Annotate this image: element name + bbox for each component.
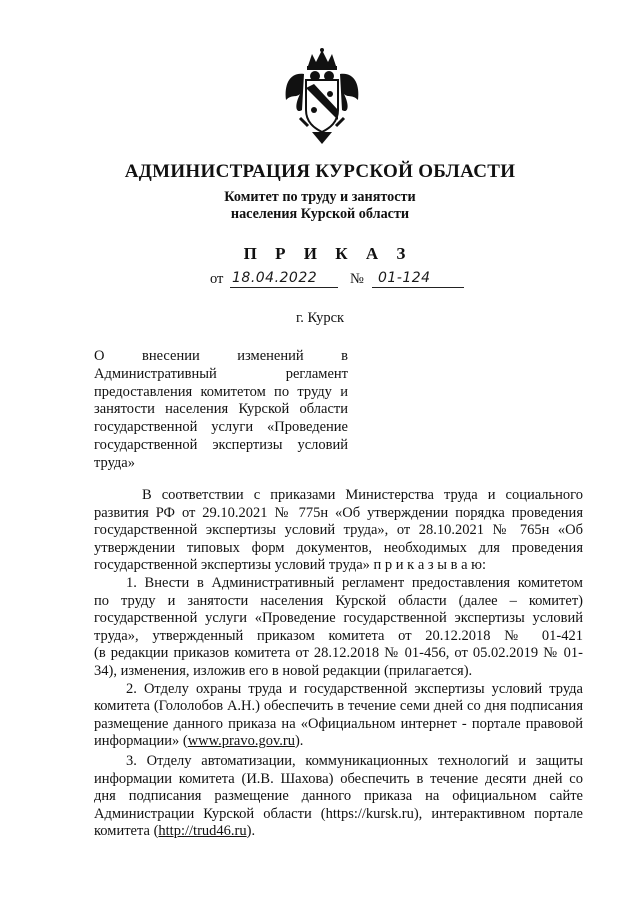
subject-line: О внесении изменений в (94, 348, 348, 364)
body-text: ). (246, 823, 256, 840)
body-line (94, 557, 583, 575)
subject-line: труда» (94, 454, 135, 471)
body-line: (в редакции приказов комитета от 28.12.2018 № 01-456, от 05.02.2019 № 01- (94, 645, 583, 662)
body-text: информации» ( (94, 733, 188, 750)
committee-name-line2: населения Курской области (230, 206, 410, 222)
date-number-line (210, 268, 470, 292)
number-handwritten: 01-124 (378, 270, 431, 286)
subject-line: Административный регламент (94, 365, 348, 382)
body-line: размещение данного приказа на «Официальном интернет - портале правовой (94, 715, 583, 732)
order-subject (94, 348, 348, 473)
body-line: информации комитета (И.В. Шахова) обеспечить в течение десяти дней со (94, 770, 583, 787)
body-line (94, 733, 583, 751)
body-line: 1. Внести в Административный регламент предоставления комитетом (126, 574, 583, 591)
body-line: Администрации Курской области (https://kursk.ru), интерактивном портале (94, 805, 583, 822)
order-body (94, 487, 583, 841)
coat-of-arms-emblem (282, 48, 362, 146)
subject-line: занятости населения Курской области (94, 401, 348, 418)
pravo-link[interactable]: www.pravo.gov.ru (187, 733, 295, 750)
date-handwritten: 18.04.2022 (232, 270, 318, 286)
body-line: государственной услуги «Проведение государственной экспертизы условий (94, 610, 583, 627)
body-text: ). (294, 733, 304, 750)
committee-name-line1: Комитет по труду и занятости (224, 189, 416, 205)
body-line: 34), изменения, изложив его в новой редакции (прилагается). (94, 662, 473, 679)
body-line (94, 823, 583, 841)
organization-title: АДМИНИСТРАЦИЯ КУРСКОЙ ОБЛАСТИ (124, 161, 516, 182)
body-line: государственной экспертизы условий труда», от 28.10.2021 № 765н «Об (94, 522, 583, 539)
document-type-heading: П Р И К А З (243, 244, 413, 263)
body-text: комитета ( (94, 823, 159, 840)
subject-line: государственной услуги «Проведение (94, 419, 348, 436)
body-line: 3. Отделу автоматизации, коммуникационных технологий и защиты (126, 752, 583, 769)
number-label: № (350, 271, 364, 287)
body-line: В соответствии с приказами Министерства труда и социального (142, 487, 583, 503)
trud46-link[interactable]: http://trud46.ru (158, 823, 247, 840)
body-line: 2. Отделу охраны труда и государственной экспертизы условий труда (126, 680, 583, 697)
body-line: дня подписания размещение данного приказа на официальном сайте (94, 788, 583, 805)
body-line: развития РФ от 29.10.2021 № 775н «Об утверждении порядка проведения (94, 504, 583, 521)
body-line: комитета (Гололобов А.Н.) обеспечить в течение семи дней со дня подписания (94, 698, 583, 715)
body-line: труда», утвержденный приказом комитета от 20.12.2018 № 01-421 (94, 627, 583, 644)
body-line: утверждении типовых форм документов, необходимых для проведения (94, 539, 583, 556)
subject-line: предоставления комитетом по труду и (94, 383, 348, 400)
date-label: от (210, 271, 224, 287)
body-line: по труду и занятости населения Курской области (далее – комитет) (94, 592, 583, 609)
order-word: п р и к а з ы в а ю: (373, 557, 487, 574)
subject-line: государственной экспертизы условий (94, 436, 348, 453)
body-text: государственной экспертизы условий труда» (94, 557, 370, 574)
city-name: г. Курск (295, 310, 345, 326)
